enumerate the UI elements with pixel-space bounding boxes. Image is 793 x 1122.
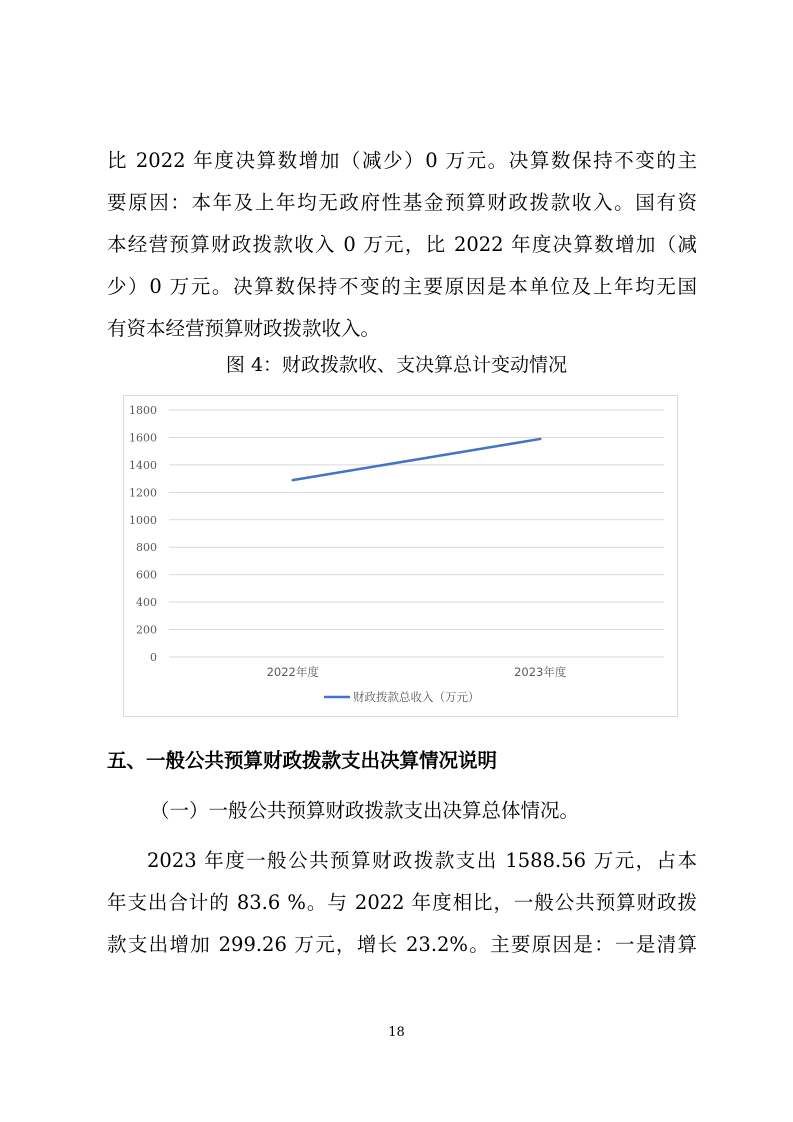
text-line: 2023 年度一般公共预算财政拨款支出 1588.56 万元，占本 xyxy=(147,849,697,872)
line-chart xyxy=(123,395,678,717)
x-tick-label: 2022年度 xyxy=(266,665,319,679)
text-line: 年支出合计的 83.6 %。与 2022 年度相比，一般公共预算财政拨 xyxy=(107,891,697,914)
body-paragraph-bottom xyxy=(107,840,697,966)
y-tick-label: 1200 xyxy=(129,486,157,500)
y-tick-label: 1400 xyxy=(129,458,157,472)
text-line: 比 2022 年度决算数增加（减少）0 万元。决算数保持不变的主 xyxy=(107,149,697,172)
section-heading: 五、一般公共预算财政拨款支出决算情况说明 xyxy=(107,749,498,772)
y-tick-label: 1800 xyxy=(129,404,157,417)
text-line: 本经营预算财政拨款收入 0 万元，比 2022 年度决算数增加（减 xyxy=(107,233,697,256)
text-line: 要原因：本年及上年均无政府性基金预算财政拨款收入。国有资 xyxy=(107,191,697,214)
text-line: 少）0 万元。决算数保持不变的主要原因是本单位及上年均无国 xyxy=(107,275,697,298)
legend-label: 财政拨款总收入（万元） xyxy=(353,690,480,704)
y-tick-label: 0 xyxy=(150,651,157,664)
text-line: 有资本经营预算财政拨款收入。 xyxy=(107,317,381,340)
body-paragraph-top xyxy=(107,140,697,350)
text-line: 款支出增加 299.26 万元，增长 23.2%。主要原因是：一是清算 xyxy=(107,933,697,956)
y-tick-label: 800 xyxy=(136,541,157,555)
y-tick-label: 1600 xyxy=(129,431,157,445)
series-line xyxy=(293,439,541,480)
chart-canvas xyxy=(124,396,679,718)
y-tick-label: 1000 xyxy=(129,513,157,527)
y-tick-label: 200 xyxy=(136,623,157,637)
figure-caption: 图 4：财政拨款收、支决算总计变动情况 xyxy=(225,354,568,376)
y-tick-label: 400 xyxy=(136,596,157,610)
y-tick-label: 600 xyxy=(136,568,157,582)
x-tick-label: 2023年度 xyxy=(514,665,567,679)
page-number: 18 xyxy=(388,1025,405,1040)
subheading: （一）一般公共预算财政拨款支出决算总体情况。 xyxy=(150,799,580,822)
